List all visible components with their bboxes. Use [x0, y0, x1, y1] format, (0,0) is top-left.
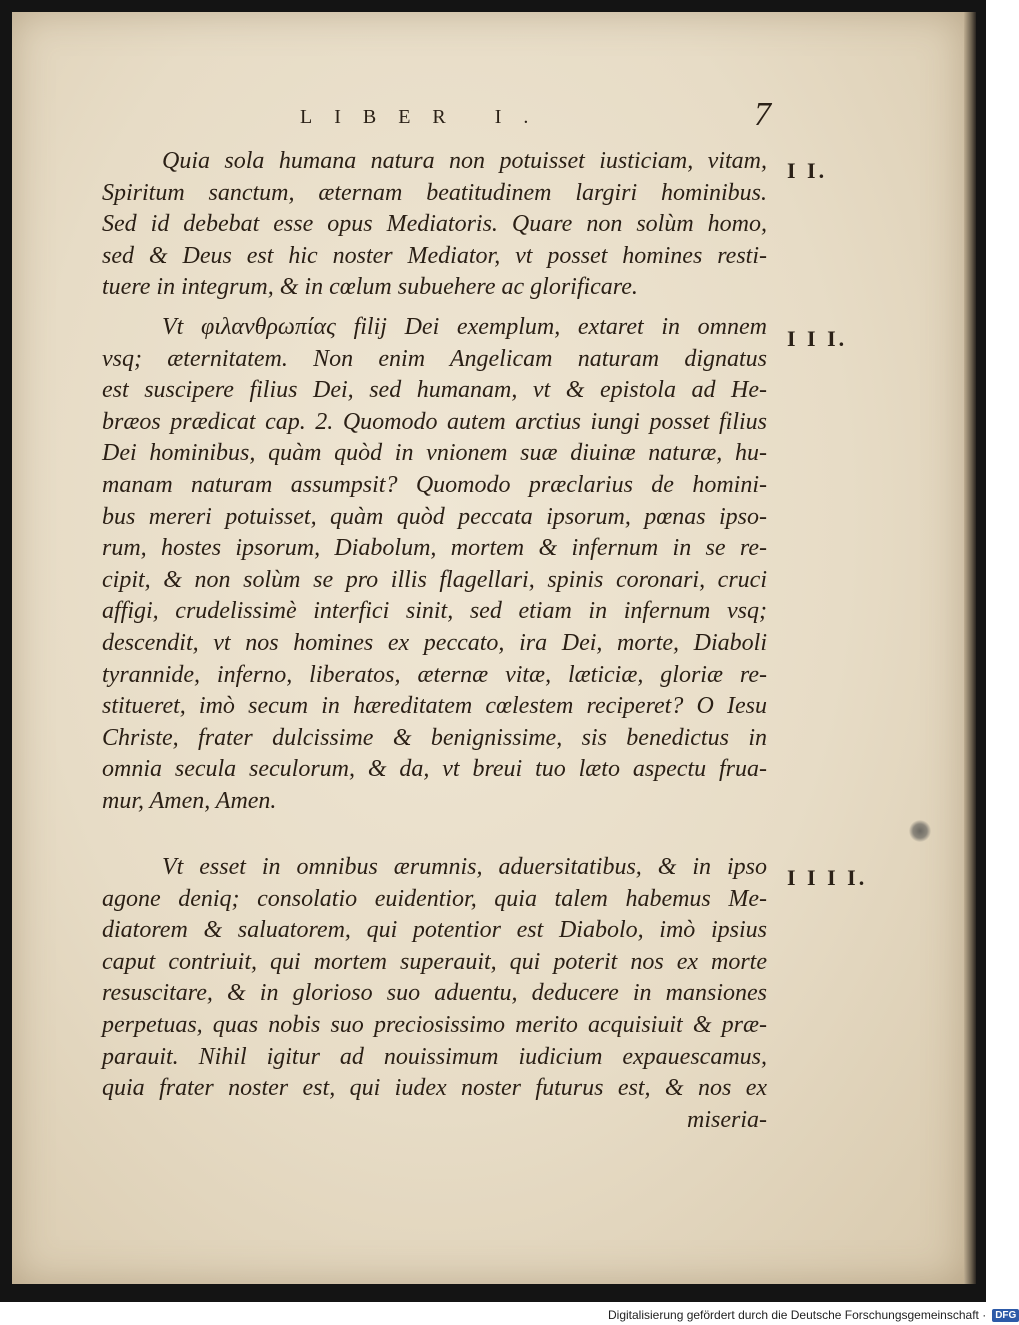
dfg-logo-icon: DFG — [992, 1309, 1019, 1322]
digitization-footer — [608, 1305, 1017, 1325]
text-line: mur, Amen, Amen. — [102, 787, 277, 814]
marginal-numeral-4: I I I I. — [787, 865, 868, 890]
paper-stain — [909, 820, 931, 842]
catchword: miseria- — [687, 1106, 767, 1133]
marginal-numeral-2: I I. — [787, 158, 828, 183]
text-line: agone deniq; consolatio euidentior, quia talem habemus Me- — [102, 885, 767, 912]
text-line: bræos prædicat cap. 2. Quomodo autem arctius iungi posset filius — [102, 408, 767, 435]
book-page — [12, 12, 964, 1284]
text-line: Sed id debebat esse opus Mediatoris. Quare non solùm homo, — [102, 211, 767, 238]
text-line: resuscitare, & in glorioso suo aduentu, deducere in mansiones — [102, 980, 767, 1007]
text-line: omnia secula seculorum, & da, vt breui tuo læto aspectu frua- — [102, 756, 767, 783]
text-line: rum, hostes ipsorum, Diabolum, mortem & infernum in se re- — [102, 535, 767, 562]
text-line: tuere in integrum, & in cœlum subuehere ac glorificare. — [102, 274, 638, 301]
text-line: Dei hominibus, quàm quòd in vnionem suæ diuinæ naturæ, hu- — [102, 440, 767, 467]
text-line: quia frater noster est, qui iudex noster futurus est, & nos ex — [102, 1075, 767, 1102]
text-line: descendit, vt nos homines ex peccato, ira Dei, morte, Diaboli — [102, 629, 767, 656]
text-line: perpetuas, quas nobis suo preciosissimo merito acquisiuit & præ- — [102, 1011, 767, 1038]
text-line: affigi, crudelissimè interfici sinit, sed etiam in infernum vsq; — [102, 598, 767, 625]
paragraph-3 — [102, 312, 767, 818]
running-head — [12, 96, 964, 140]
text-line: est suscipere filius Dei, sed humanam, vt & epistola ad He- — [102, 377, 767, 404]
running-head-title: LIBER I. — [300, 106, 551, 128]
text-line: manam naturam assumpsit? Quomodo præclarius de homini- — [102, 471, 767, 498]
text-line: tyrannide, inferno, liberatos, æternæ vitæ, læticiæ, gloriæ re- — [102, 661, 767, 688]
text-line: Christe, frater dulcissime & benignissime, sis benedictus in — [102, 724, 767, 751]
text-line: bus mereri potuisset, quàm quòd peccata ipsorum, pœnas ipso- — [102, 503, 767, 530]
text-line: diatorem & saluatorem, qui potentior est Diabolo, imò ipsius — [102, 917, 767, 944]
text-line: Spiritum sanctum, æternam beatitudinem largiri hominibus. — [102, 179, 767, 206]
text-line: sed & Deus est hic noster Mediator, vt posset homines resti- — [102, 242, 767, 269]
page-edge — [964, 12, 976, 1284]
text-line: caput contriuit, qui mortem superauit, qui poterit nos ex morte — [102, 948, 767, 975]
text-line: vsq; æternitatem. Non enim Angelicam naturam dignatus — [102, 345, 767, 372]
text-line: parauit. Nihil igitur ad nouissimum iudicium expauescamus, — [102, 1043, 767, 1070]
text-line: stitueret, imò secum in hæreditatem cœlestem reciperet? O Iesu — [102, 693, 767, 720]
footer-credit: Digitalisierung gefördert durch die Deutsche Forschungsgemeinschaft · — [608, 1308, 987, 1322]
text-line: Vt esset in omnibus ærumnis, aduersitatibus, & in ipso — [162, 854, 767, 880]
text-line: cipit, & non solùm se pro illis flagellari, spinis coronari, cruci — [102, 566, 767, 593]
text-line: Vt φιλανθρωπίας filij Dei exemplum, extaret in omnem — [162, 314, 767, 340]
paragraph-4 — [102, 852, 767, 1136]
text-line: Quia sola humana natura non potuisset iusticiam, vitam, — [162, 148, 767, 174]
paragraph-2 — [102, 146, 767, 304]
page-number: 7 — [754, 96, 771, 133]
marginal-numeral-3: I I I. — [787, 326, 848, 351]
